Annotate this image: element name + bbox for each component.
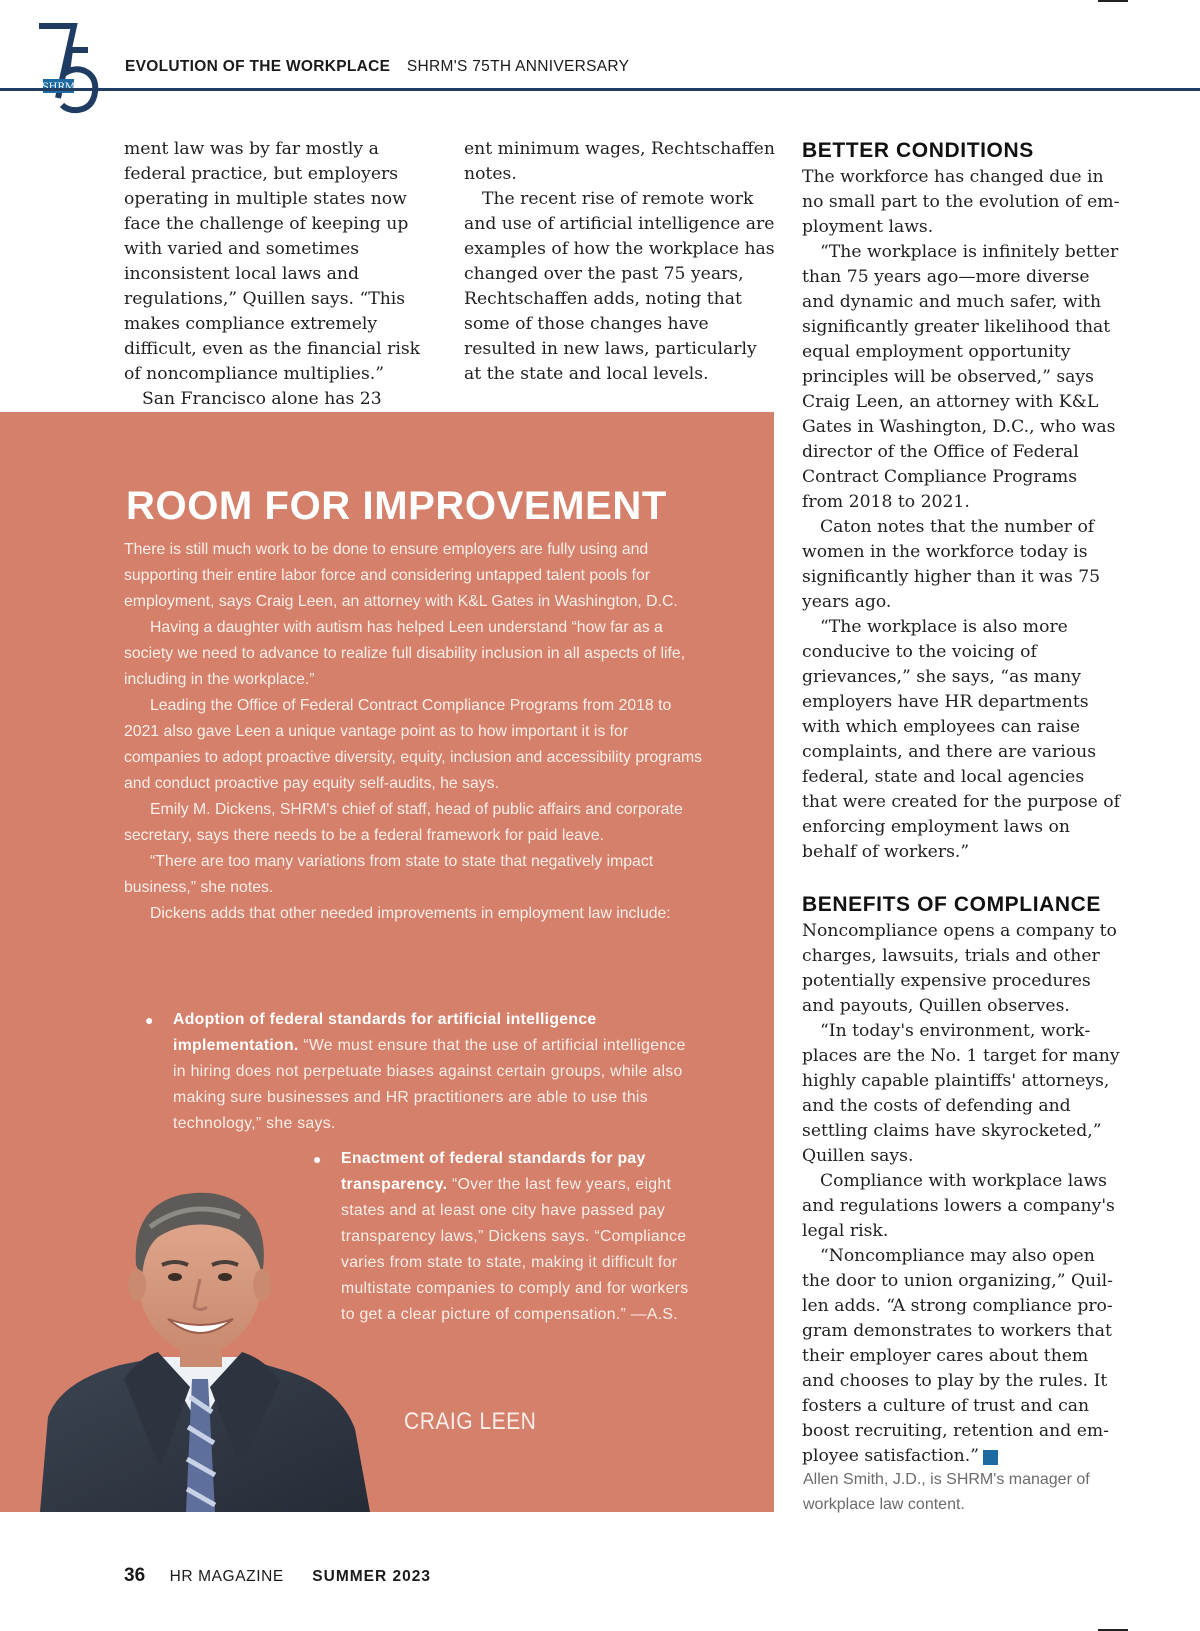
header-rule [0, 88, 1200, 91]
better-conditions-paragraph-1: The workforce has changed due in no small part to the evolution of employment laws. [802, 167, 1120, 237]
page-number: 36 [124, 1565, 146, 1586]
crop-mark-top [1098, 0, 1128, 2]
heading-benefits-of-compliance: BENEFITS OF COMPLIANCE [802, 893, 1102, 916]
col1-paragraph-1: ment law was by far mostly a federal practice, but employers operating in multiple states now face the challenge of keeping up with varied and sometimes inconsistent local laws and regulations,” Quillen says. “This makes compliance extremely difficult, even as the financial risk of noncompliance multiplies.” [124, 139, 421, 384]
sidebar-bullet-pay-transparency [313, 1146, 701, 1328]
section-title: EVOLUTION OF THE WORKPLACE [125, 58, 391, 75]
article-column-2 [464, 137, 776, 387]
compliance-paragraph-4 [802, 1244, 1120, 1469]
magazine-name: HR MAGAZINE [169, 1568, 284, 1585]
photo-caption: CRAIG LEEN [404, 1408, 537, 1435]
sidebar-body [124, 537, 704, 927]
compliance-paragraph-2: “In today's environment, workplaces are the No. 1 target for many highly capable plaintiffs' attorneys, and the costs of defending and settling claims have skyrocketed,” Quillen says. [802, 1021, 1120, 1166]
heading-better-conditions: BETTER CONDITIONS [802, 139, 1034, 162]
compliance-paragraph-1: Noncompliance opens a company to charges, lawsuits, trials and other potentially expensive procedures and payouts, Quillen observes. [802, 921, 1117, 1016]
bullet-1-text: “We must ensure that the use of artificial intelligence in hiring does not perpetuate biases against certain groups, while also making sure businesses and HR practitioners are able to use this technology,” she says. [173, 1037, 686, 1132]
better-conditions-paragraph-2: “The workplace is infinitely better than 75 years ago—more diverse and dynamic and much safer, with significantly greater likelihood that equal employment opportunity principles will be observed,” says Craig Leen, an attorney with K&L Gates in Washington, D.C., who was director of the Office of Federal Contract Compliance Programs from 2018 to 2021. [802, 242, 1119, 512]
sidebar-paragraph-6: Dickens adds that other needed improvements in employment law include: [150, 905, 671, 922]
sidebar-paragraph-4: Emily M. Dickens, SHRM's chief of staff, head of public affairs and corporate secretary, says there needs to be a federal framework for paid leave. [124, 801, 683, 844]
bullet-2-lead: Enactment of federal standards for pay transparency. [341, 1150, 646, 1193]
page-footer [124, 1565, 431, 1587]
craig-leen-portrait [40, 1167, 370, 1512]
sidebar-paragraph-2: Having a daughter with autism has helped Leen understand “how far as a society we need to advance to realize full disability inclusion in all aspects of life, including in the workplace.” [124, 619, 686, 688]
better-conditions-paragraph-4: “The workplace is also more conducive to the voicing of grievances,” she says, “as many employers have HR departments with which employees can raise complaints, and there are various federal, state and local agencies that were created for the purpose of enforcing employment laws on behalf of workers.” [802, 617, 1120, 862]
author-bio: Allen Smith, J.D., is SHRM's manager of workplace law content. [803, 1471, 1090, 1513]
sidebar-paragraph-1: There is still much work to be done to ensure employers are fully using and supporting their entire labor force and considering untapped talent pools for employment, says Craig Leen, an attorney with K&L Gates in Washington, D.C. [124, 541, 678, 610]
compliance-paragraph-3: Compliance with workplace laws and regulations lowers a company's legal risk. [802, 1171, 1115, 1241]
sidebar-title: ROOM FOR IMPROVEMENT [126, 484, 667, 528]
better-conditions-paragraph-3: Caton notes that the number of women in the workforce today is significantly higher than it was 75 years ago. [802, 517, 1101, 612]
bullet-1-lead: Adoption of federal standards for artificial intelligence implementation. [173, 1011, 597, 1054]
bullet-dot-icon: ● [313, 1151, 322, 1167]
running-header [125, 58, 629, 76]
hr-end-mark-icon: HR [983, 1450, 998, 1465]
issue-label: SUMMER 2023 [312, 1568, 431, 1585]
sidebar-paragraph-3: Leading the Office of Federal Contract Compliance Programs from 2018 to 2021 also gave Leen a unique vantage point as to how important it is for companies to adopt proactive diversity, equity, inclusion and accessibility programs and conduct proactive pay equity self-audits, he says. [124, 697, 703, 792]
col2-paragraph-1: ent minimum wages, Rechtschaffen notes. [464, 139, 775, 184]
article-column-3 [802, 137, 1120, 1469]
sidebar-bullet-ai-standards [145, 1007, 703, 1137]
compliance-paragraph-4-text: “Noncompliance may also open the door to union organizing,” Quillen adds. “A strong compliance program demonstrates to workers that their employer cares about them and chooses to play by the rules. It fosters a culture of trust and can boost recruiting, retention and employee satisfaction.” [802, 1246, 1113, 1466]
col1-paragraph-2: San Francisco alone has 23 [142, 389, 382, 409]
bullet-2-text: “Over the last few years, eight states and at least one city have passed pay transparency laws,” Dickens says. “Compliance varies from state to state, making it difficult for multistate companies to comply and for workers to get a clear picture of compensation.” —A.S. [341, 1176, 689, 1323]
sidebar-paragraph-5: “There are too many variations from state to state that negatively impact business,” she notes. [124, 853, 654, 896]
sidebar-room-for-improvement [0, 412, 774, 1512]
article-column-1 [124, 137, 430, 437]
shrm-75-logo [36, 20, 108, 116]
anniversary-subtitle: SHRM'S 75TH ANNIVERSARY [406, 58, 630, 75]
col2-paragraph-2: The recent rise of remote work and use of artificial intelligence are examples of how the workplace has changed over the past 75 years, Rechtschaffen adds, noting that some of those changes have resulted in new laws, particularly at the state and local levels. [464, 189, 775, 384]
bullet-dot-icon: ● [145, 1012, 154, 1028]
